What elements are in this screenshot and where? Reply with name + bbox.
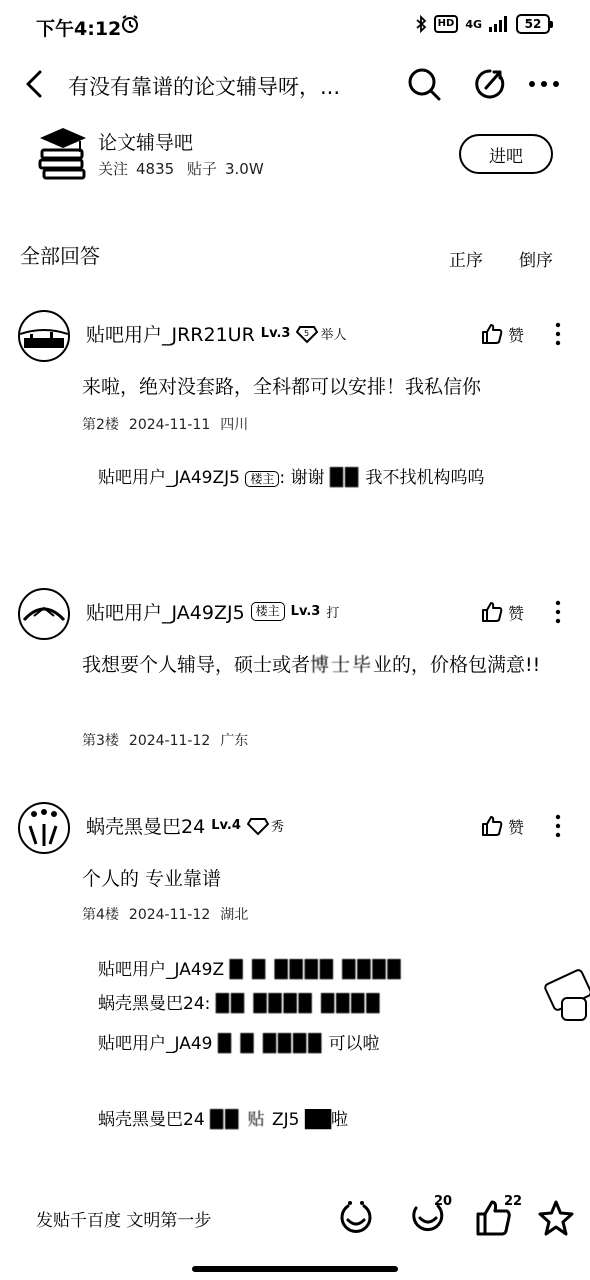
redacted-text: ██ ████ ████	[215, 994, 382, 1014]
star-icon[interactable]	[536, 1198, 576, 1238]
post-date: 2024-11-11	[128, 417, 211, 433]
title-badge	[296, 324, 346, 344]
user-line	[86, 320, 347, 347]
reply-input-hint[interactable]: 发贴千百度 文明第一步	[36, 1211, 212, 1231]
reply-item[interactable]	[98, 988, 548, 1020]
forum-stats	[98, 158, 272, 179]
avatar-image-icon	[20, 804, 68, 852]
avatar-image-icon	[20, 590, 68, 638]
reply-text: ZJ5 ██啦	[272, 1110, 349, 1130]
reply-item[interactable]	[98, 1104, 548, 1136]
redacted-text: ██ 贴	[210, 1110, 267, 1130]
post-floor-2	[0, 306, 590, 546]
reply-user[interactable]: 贴吧用户_JA49Z	[98, 960, 225, 980]
username[interactable]: 蜗壳黑曼巴24	[86, 816, 206, 838]
bottom-bar	[0, 1190, 590, 1250]
title-badge	[247, 816, 284, 836]
reply-user[interactable]: 蜗壳黑曼巴24	[98, 1110, 205, 1130]
comment-count: 20	[434, 1194, 453, 1209]
posts-count: 3.0W	[225, 160, 264, 178]
avatar-image-icon	[20, 312, 68, 360]
op-tag: 楼主	[251, 602, 285, 621]
post-floor-4	[0, 798, 590, 1158]
username[interactable]: 贴吧用户_JA49ZJ5	[86, 602, 245, 624]
vip-card-icon	[540, 968, 590, 1024]
battery-icon: 52	[516, 14, 550, 34]
status-bar	[0, 0, 590, 56]
like-label: 赞	[508, 603, 525, 623]
more-options-icon[interactable]	[548, 320, 568, 348]
post-date: 2024-11-12	[128, 907, 211, 923]
like-count: 22	[504, 1194, 523, 1209]
post-content	[82, 648, 562, 682]
reply-text-2: 我不找机构呜呜	[365, 468, 485, 488]
post-date: 2024-11-12	[128, 733, 211, 749]
follow-count: 4835	[136, 160, 175, 178]
post-location: 广东	[220, 733, 249, 749]
title-badge	[326, 602, 339, 621]
op-tag: 楼主	[245, 471, 279, 487]
forum-name[interactable]: 论文辅导吧	[98, 132, 194, 154]
like-button[interactable]	[480, 322, 524, 346]
join-forum-button[interactable]: 进吧	[459, 134, 553, 174]
more-options-icon[interactable]	[548, 812, 568, 840]
thumb-up-icon	[480, 600, 504, 624]
redacted-text: 博士	[310, 654, 353, 676]
nav-bar	[0, 56, 590, 114]
reply-item[interactable]	[98, 462, 548, 494]
diamond-icon	[296, 324, 318, 344]
reply-item[interactable]	[98, 954, 548, 986]
thumb-up-icon	[480, 814, 504, 838]
post-meta	[82, 414, 258, 434]
post-location: 湖北	[220, 907, 249, 923]
user-line	[86, 812, 284, 839]
diamond-icon	[247, 816, 269, 836]
home-indicator[interactable]	[192, 1266, 398, 1272]
forum-logo-icon	[36, 124, 90, 184]
level-badge: Lv.3	[260, 326, 291, 341]
alarm-icon	[120, 14, 140, 34]
floor-number: 第4楼	[82, 907, 119, 923]
title-badge-label: 打	[326, 606, 340, 621]
thumb-up-icon	[480, 322, 504, 346]
bluetooth-icon	[415, 15, 427, 33]
reply-text: : 谢谢	[279, 468, 325, 488]
forum-header[interactable]	[0, 118, 590, 198]
username[interactable]: 贴吧用户_JRR21UR	[86, 324, 255, 346]
section-title: 全部回答	[20, 244, 100, 268]
level-badge: Lv.3	[290, 604, 321, 619]
redacted-text: █ █ ████ ████	[229, 960, 403, 980]
like-label: 赞	[508, 817, 525, 837]
level-badge: Lv.4	[211, 818, 241, 833]
reply-text: 可以啦	[328, 1034, 380, 1054]
like-button[interactable]	[480, 600, 524, 624]
more-options-icon[interactable]	[548, 598, 568, 626]
post-location: 四川	[220, 417, 249, 433]
sort-desc-tab[interactable]: 倒序	[519, 251, 553, 271]
post-meta	[82, 730, 258, 750]
redacted-text: ██	[329, 468, 361, 488]
back-icon[interactable]	[20, 66, 52, 102]
signal-icon	[489, 16, 509, 32]
user-line	[86, 598, 339, 625]
post-meta	[82, 904, 258, 924]
redacted-text: █ █ ████	[217, 1034, 324, 1054]
post-content-b: 业的，价格包满意!!	[373, 654, 541, 676]
like-button[interactable]	[480, 814, 524, 838]
page-title: 有没有靠谱的论文辅导呀，...	[68, 75, 341, 99]
reply-user[interactable]: 贴吧用户_JA49	[98, 1034, 213, 1054]
hd-badge: HD	[434, 15, 459, 33]
floor-number: 第3楼	[82, 733, 119, 749]
post-content: 个人的 专业靠谱	[82, 868, 222, 890]
title-badge-label: 秀	[270, 820, 284, 835]
floor-number: 第2楼	[82, 417, 119, 433]
avatar[interactable]	[18, 802, 70, 854]
status-time: 下午4:12	[36, 18, 122, 40]
post-content: 来啦，绝对没套路，全科都可以安排！我私信你	[82, 376, 482, 398]
avatar[interactable]	[18, 310, 70, 362]
network-label: 4G	[465, 17, 482, 31]
post-content-a: 我想要个人辅导，硕士或者	[82, 654, 311, 676]
more-icon[interactable]	[524, 64, 564, 104]
redacted-text: 毕	[352, 654, 374, 676]
reply-user[interactable]: 蜗壳黑曼巴24:	[98, 994, 211, 1014]
svg-text:5: 5	[304, 328, 310, 338]
reply-user[interactable]: 贴吧用户_JA49ZJ5	[98, 468, 240, 488]
title-badge-label: 举人	[320, 328, 347, 343]
sort-asc-tab[interactable]: 正序	[449, 251, 483, 271]
follow-label: 关注	[98, 160, 129, 178]
avatar[interactable]	[18, 588, 70, 640]
status-icons	[415, 14, 550, 34]
reply-item[interactable]	[98, 1028, 548, 1060]
post-floor-3	[0, 584, 590, 764]
posts-label: 贴子	[186, 160, 217, 178]
search-icon[interactable]	[404, 64, 444, 104]
share-icon[interactable]	[470, 64, 510, 104]
emoji-icon[interactable]	[336, 1198, 376, 1238]
like-label: 赞	[508, 325, 525, 345]
